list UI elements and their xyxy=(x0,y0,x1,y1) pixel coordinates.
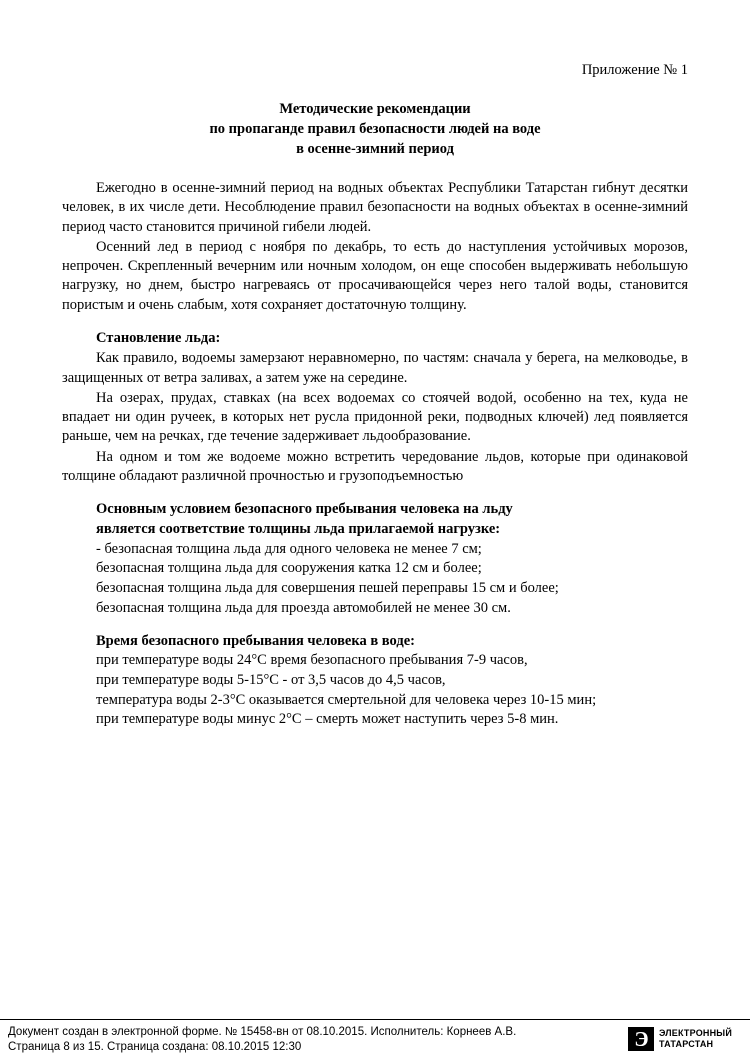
page-title-line-2: по пропаганде правил безопасности людей на воде xyxy=(209,121,541,137)
logo-text-line-2: ТАТАРСТАН xyxy=(659,1038,714,1049)
list-item: при температуре воды 5-15°С - от 3,5 часов до 4,5 часов, xyxy=(96,671,446,688)
intro-paragraph-1: Ежегодно в осенне-зимний период на водных объектах Республики Татарстан гибнут десятки человек, в их числе дети. Несоблюдение правил безопасности на водных объектах в осенне-зимний период часто становится причиной гибели людей. xyxy=(62,180,688,235)
page-footer xyxy=(0,1019,750,1061)
spacer xyxy=(62,487,688,500)
list-item: - безопасная толщина льда для одного человека не менее 7 см; xyxy=(96,540,482,557)
logo-text-line-1: ЭЛЕКТРОННЫЙ xyxy=(659,1028,732,1039)
list-item: при температуре воды минус 2°С – смерть может наступить через 5-8 мин. xyxy=(96,711,559,728)
logo-mark-icon: Э xyxy=(628,1027,654,1051)
page-title xyxy=(62,99,688,159)
electronic-tatarstan-logo xyxy=(628,1025,742,1051)
section-thickness-heading-line-1: Основным условием безопасного пребывания человека на льду xyxy=(96,501,513,518)
section-water-heading: Время безопасного пребывания человека в воде: xyxy=(96,632,415,649)
spacer xyxy=(62,619,688,632)
section-ice-paragraph-3: На одном и том же водоеме можно встретить чередование льдов, которые при одинаковой толщине обладают различной прочностью и грузоподъемностью xyxy=(62,448,688,484)
logo-text xyxy=(659,1028,732,1049)
spacer xyxy=(62,316,688,329)
list-item: температура воды 2-3°С оказывается смертельной для человека через 10-15 мин; xyxy=(96,691,597,708)
list-item: при температуре воды 24°С время безопасного пребывания 7-9 часов, xyxy=(96,652,528,669)
section-ice-paragraph-2: На озерах, прудах, ставках (на всех водоемах со стоячей водой, особенно на тех, куда не впадает ни один ручеек, в которых нет русла придонной реки, подводных ключей) лед появляется раньше, чем на речках, где течение задерживает льдообразование. xyxy=(62,389,688,445)
page-title-line-1: Методические рекомендации xyxy=(279,101,471,117)
section-ice-heading: Становление льда: xyxy=(96,329,221,346)
footer-line-2: Страница 8 из 15. Страница создана: 08.10.2015 12:30 xyxy=(8,1040,302,1053)
section-ice-paragraph-1: Как правило, водоемы замерзают неравномерно, по частям: сначала у берега, на мелководье, в защищенных от ветра заливах, а затем уже на середине. xyxy=(62,350,688,386)
list-item: безопасная толщина льда для совершения пешей переправы 15 см и более; xyxy=(96,580,559,597)
section-water-list xyxy=(62,651,688,730)
list-item: безопасная толщина льда для сооружения катка 12 см и более; xyxy=(96,560,482,577)
list-item: безопасная толщина льда для проезда автомобилей не менее 30 см. xyxy=(96,599,511,616)
page-title-line-3: в осенне-зимний период xyxy=(296,141,454,157)
footer-line-1: Документ создан в электронной форме. № 15458-вн от 08.10.2015. Исполнитель: Корнеев А.В. xyxy=(8,1025,517,1038)
section-thickness-heading-line-2: является соответствие толщины льда прилагаемой нагрузке: xyxy=(96,520,501,537)
intro-paragraph-2: Осенний лед в период с ноября по декабрь, то есть до наступления устойчивых морозов, непрочен. Скрепленный вечерним или ночным холодом, он еще способен выдерживать небольшую нагрузку, но днем, быстро нагреваясь от просачивающейся через него талой воды, становится пористым и очень слабым, хотя сохраняет достаточную толщину. xyxy=(62,238,688,313)
section-thickness-list xyxy=(62,540,688,619)
footer-text xyxy=(8,1025,516,1055)
appendix-label: Приложение № 1 xyxy=(581,62,688,78)
